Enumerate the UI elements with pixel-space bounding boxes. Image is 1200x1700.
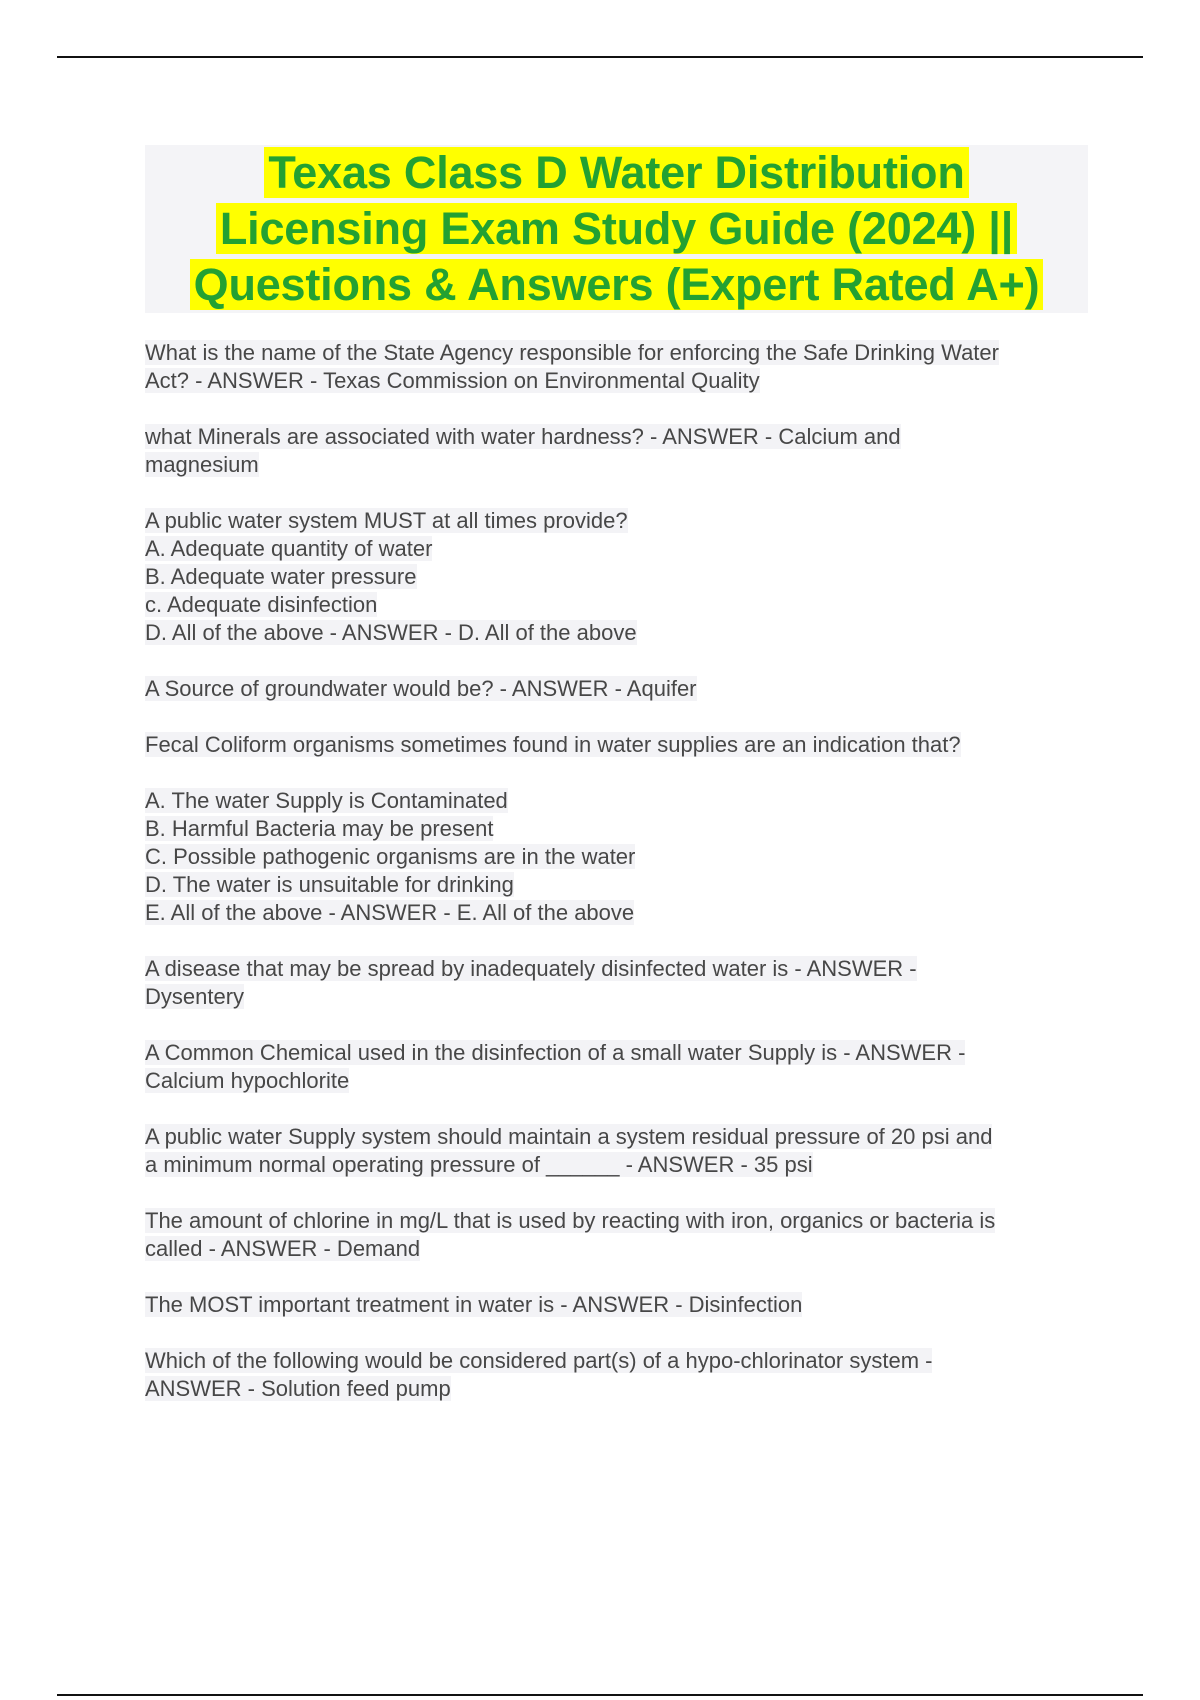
qa-block: [145, 423, 1088, 479]
qa-line: [145, 619, 1088, 647]
qa-line: [145, 815, 1088, 843]
qa-line-text: called - ANSWER - Demand: [145, 1236, 421, 1261]
qa-line: [145, 1151, 1088, 1179]
qa-block: [145, 1123, 1088, 1179]
qa-block: [145, 339, 1088, 395]
qa-line-text: B. Adequate water pressure: [145, 564, 417, 589]
qa-line: [145, 1207, 1088, 1235]
qa-line: [145, 1123, 1088, 1151]
title-line-2: [145, 201, 1088, 257]
qa-block: [145, 1207, 1088, 1263]
qa-block: [145, 955, 1088, 1011]
qa-line-text: Which of the following would be considered part(s) of a hypo-chlorinator system -: [145, 1348, 933, 1373]
qa-line-text: A public water Supply system should maintain a system residual pressure of 20 psi and: [145, 1124, 993, 1149]
qa-block: [145, 1347, 1088, 1403]
qa-line: [145, 1375, 1088, 1403]
qa-line-text: A. Adequate quantity of water: [145, 536, 433, 561]
title-line-3: [145, 257, 1088, 313]
qa-line-text: Fecal Coliform organisms sometimes found in water supplies are an indication that?: [145, 732, 961, 757]
qa-line-text: A public water system MUST at all times provide?: [145, 508, 628, 533]
qa-line: [145, 535, 1088, 563]
qa-line: [145, 1067, 1088, 1095]
qa-line: [145, 787, 1088, 815]
qa-line: [145, 563, 1088, 591]
qa-block: [145, 675, 1088, 703]
qa-line-text: Calcium hypochlorite: [145, 1068, 350, 1093]
qa-line: [145, 843, 1088, 871]
qa-line-text: D. All of the above - ANSWER - D. All of the above: [145, 620, 637, 645]
qa-line: [145, 731, 1088, 759]
title-text-2: Licensing Exam Study Guide (2024) ||: [216, 203, 1017, 254]
qa-line: [145, 1291, 1088, 1319]
qa-line-text: A Source of groundwater would be? - ANSWER - Aquifer: [145, 676, 697, 701]
qa-line-text: The amount of chlorine in mg/L that is used by reacting with iron, organics or bacteria is: [145, 1208, 996, 1233]
qa-line-text: A. The water Supply is Contaminated: [145, 788, 508, 813]
qa-line-text: E. All of the above - ANSWER - E. All of the above: [145, 900, 635, 925]
qa-line: [145, 423, 1088, 451]
qa-line-text: Act? - ANSWER - Texas Commission on Environmental Quality: [145, 368, 760, 393]
qa-line: [145, 367, 1088, 395]
qa-block: [145, 1039, 1088, 1095]
title-text-1: Texas Class D Water Distribution: [264, 147, 968, 198]
qa-line: [145, 871, 1088, 899]
qa-line: [145, 1235, 1088, 1263]
qa-line: [145, 507, 1088, 535]
qa-line-text: a minimum normal operating pressure of ______ - ANSWER - 35 psi: [145, 1152, 813, 1177]
qa-list: [145, 339, 1088, 1431]
qa-line: [145, 983, 1088, 1011]
qa-line-text: What is the name of the State Agency responsible for enforcing the Safe Drinking Water: [145, 340, 999, 365]
document-title: [145, 145, 1088, 313]
qa-line: [145, 339, 1088, 367]
qa-line-text: magnesium: [145, 452, 259, 477]
qa-line-text: A Common Chemical used in the disinfection of a small water Supply is - ANSWER -: [145, 1040, 966, 1065]
title-text-3: Questions & Answers (Expert Rated A+): [190, 259, 1044, 310]
qa-block: [145, 507, 1088, 647]
qa-line: [145, 675, 1088, 703]
qa-line: [145, 591, 1088, 619]
qa-block: [145, 787, 1088, 927]
qa-line: [145, 899, 1088, 927]
top-divider: [57, 56, 1143, 58]
qa-line-text: C. Possible pathogenic organisms are in the water: [145, 844, 636, 869]
qa-line: [145, 1347, 1088, 1375]
qa-line: [145, 955, 1088, 983]
qa-line-text: ANSWER - Solution feed pump: [145, 1376, 451, 1401]
qa-line-text: Dysentery: [145, 984, 245, 1009]
qa-line-text: what Minerals are associated with water hardness? - ANSWER - Calcium and: [145, 424, 901, 449]
qa-line-text: A disease that may be spread by inadequately disinfected water is - ANSWER -: [145, 956, 917, 981]
qa-line-text: The MOST important treatment in water is - ANSWER - Disinfection: [145, 1292, 803, 1317]
qa-line-text: B. Harmful Bacteria may be present: [145, 816, 494, 841]
bottom-divider: [57, 1694, 1143, 1696]
qa-block: [145, 1291, 1088, 1319]
qa-line: [145, 451, 1088, 479]
qa-line-text: D. The water is unsuitable for drinking: [145, 872, 514, 897]
qa-line: [145, 1039, 1088, 1067]
qa-line-text: c. Adequate disinfection: [145, 592, 378, 617]
qa-block: [145, 731, 1088, 759]
title-line-1: [145, 145, 1088, 201]
